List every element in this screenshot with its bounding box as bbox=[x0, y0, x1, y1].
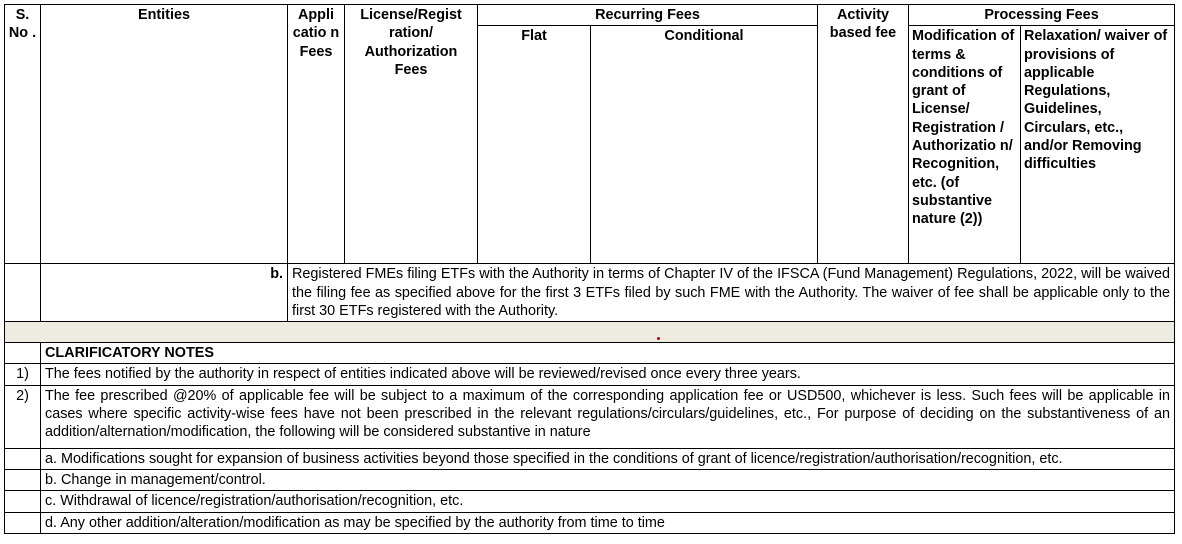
header-recurring-conditional: Conditional bbox=[591, 26, 818, 264]
row-b-sno bbox=[5, 264, 41, 322]
header-sno: S. No . bbox=[5, 5, 41, 264]
note-number: 1) bbox=[5, 364, 41, 385]
row-b-text: Registered FMEs filing ETFs with the Authority in terms of Chapter IV of the IFSCA (Fund Management) Regulations, 2022, will be waived the filing fee as specified above for the first 3 ETFs filed by such FME with the Authority. The waiver of fee shall be applicable only to the first 30 ETFs registered with the Authority. bbox=[288, 264, 1175, 322]
sub-item-sno bbox=[5, 448, 41, 469]
note-row bbox=[5, 385, 1175, 448]
sub-item-sno bbox=[5, 469, 41, 490]
fee-document bbox=[4, 4, 1174, 534]
row-b-label: b. bbox=[41, 264, 288, 322]
note-text: The fees notified by the authority in respect of entities indicated above will be reviewed/revised once every three years. bbox=[41, 364, 1175, 385]
header-processing-modification: Modification of terms & conditions of grant of License/ Registration / Authorizatio n/ Recognition, etc. (of substantive nature (2)) bbox=[909, 26, 1021, 264]
note-number: 2) bbox=[5, 385, 41, 448]
notes-heading-sno bbox=[5, 343, 41, 364]
header-activity-fee: Activity based fee bbox=[818, 5, 909, 264]
header-row-1 bbox=[5, 5, 1175, 26]
note-text: The fee prescribed @20% of applicable fee will be subject to a maximum of the corresponding application fee or USD500, whichever is less. Such fees will be applicable in cases where specific activity-wise fees have not been prescribed in the relevant regulations/circulars/guidelines, etc., For purpose of deciding on the substantiveness of an addition/alternation/modification, the following will be considered substantive in nature bbox=[41, 385, 1175, 448]
header-recurring-flat: Flat bbox=[478, 26, 591, 264]
header-processing-relaxation: Relaxation/ waiver of provisions of applicable Regulations, Guidelines, Circulars, etc., and/or Removing difficulties bbox=[1021, 26, 1175, 264]
sub-item-row bbox=[5, 491, 1175, 512]
sub-item-text: c. Withdrawal of licence/registration/authorisation/recognition, etc. bbox=[41, 491, 1175, 512]
note-row bbox=[5, 364, 1175, 385]
sub-item-text: d. Any other addition/alteration/modification as may be specified by the authority from time to time bbox=[41, 512, 1175, 533]
notes-heading: CLARIFICATORY NOTES bbox=[41, 343, 1175, 364]
fee-table bbox=[4, 4, 1175, 534]
sub-item-row bbox=[5, 512, 1175, 533]
sub-item-text: a. Modifications sought for expansion of business activities beyond those specified in the conditions of grant of licence/registration/authorisation/recognition, etc. bbox=[41, 448, 1175, 469]
row-b bbox=[5, 264, 1175, 322]
notes-heading-row bbox=[5, 343, 1175, 364]
separator-row bbox=[5, 322, 1175, 343]
header-license-fees: License/Regist ration/ Authorization Fees bbox=[345, 5, 478, 264]
red-dot-marker bbox=[657, 337, 660, 340]
separator-cell bbox=[5, 322, 1175, 343]
sub-item-row bbox=[5, 448, 1175, 469]
header-recurring-fees: Recurring Fees bbox=[478, 5, 818, 26]
header-application-fees: Appli catio n Fees bbox=[288, 5, 345, 264]
sub-item-sno bbox=[5, 491, 41, 512]
header-entities: Entities bbox=[41, 5, 288, 264]
sub-item-row bbox=[5, 469, 1175, 490]
header-processing-fees: Processing Fees bbox=[909, 5, 1175, 26]
sub-item-sno bbox=[5, 512, 41, 533]
sub-item-text: b. Change in management/control. bbox=[41, 469, 1175, 490]
